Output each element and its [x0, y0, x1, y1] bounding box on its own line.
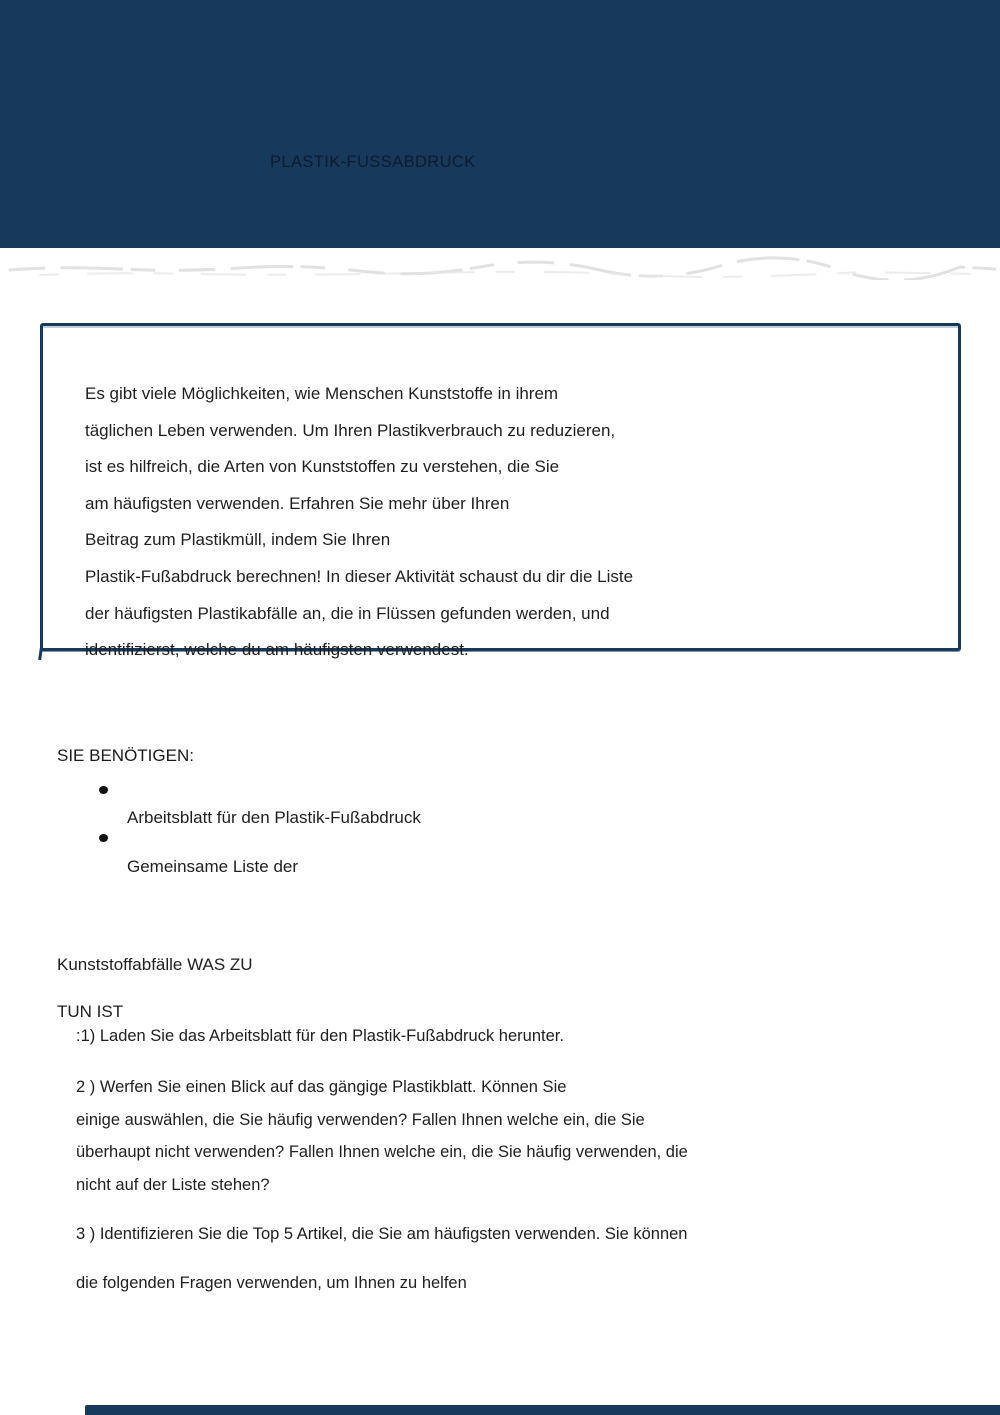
what-to-do-lead-line: TUN IST [57, 1002, 124, 1021]
you-need-heading: SIE BENÖTIGEN: [57, 746, 194, 765]
intro-line: Plastik-Fußabdruck berechnen! In dieser Aktivität schaust du dir die Liste [85, 566, 634, 586]
you-need-item: Gemeinsame Liste der [127, 857, 299, 876]
intro-paragraph [85, 376, 965, 669]
header-band [0, 0, 1000, 248]
intro-line: am häufigsten verwenden. Erfahren Sie mehr über Ihren [85, 493, 510, 513]
intro-line: täglichen Leben verwenden. Um Ihren Plastikverbrauch zu reduzieren, [85, 420, 616, 440]
torn-paper-texture [0, 254, 1000, 280]
page-title: PLASTIK-FUSSABDRUCK [270, 153, 476, 171]
step-2-paragraph [76, 1071, 976, 1201]
step-3-line: die folgenden Fragen verwenden, um Ihnen zu helfen [76, 1274, 467, 1292]
intro-line: der häufigsten Plastikabfälle an, die in Flüssen gefunden werden, und [85, 603, 610, 623]
you-need-item: Arbeitsblatt für den Plastik-Fußabdruck [127, 808, 421, 827]
step-3-line: 3 ) Identifizieren Sie die Top 5 Artikel, die Sie am häufigsten verwenden. Sie können [76, 1225, 688, 1243]
step-2-line: einige auswählen, die Sie häufig verwenden? Fallen Ihnen welche ein, die Sie [76, 1110, 645, 1129]
intro-line: Es gibt viele Möglichkeiten, wie Menschen Kunststoffe in ihrem [85, 384, 559, 403]
intro-line: Beitrag zum Plastikmüll, indem Sie Ihren [85, 530, 391, 550]
bullet-dot-icon [99, 786, 108, 794]
step-2-line: überhaupt nicht verwenden? Fallen Ihnen welche ein, die Sie häufig verwenden, die [76, 1143, 688, 1162]
bullet-dot-icon [99, 834, 108, 842]
step-1-text: :1) Laden Sie das Arbeitsblatt für den Plastik-Fußabdruck herunter. [76, 1027, 564, 1045]
what-to-do-lead-line: Kunststoffabfälle WAS ZU [57, 955, 253, 974]
step-2-line: nicht auf der Liste stehen? [76, 1175, 270, 1194]
step-2-line: 2 ) Werfen Sie einen Blick auf das gängige Plastikblatt. Können Sie [76, 1078, 567, 1096]
bottom-band [85, 1405, 1000, 1415]
intro-line: identifizierst, welche du am häufigsten verwendest. [85, 640, 469, 660]
intro-line: ist es hilfreich, die Arten von Kunststoffen zu verstehen, die Sie [85, 457, 560, 477]
